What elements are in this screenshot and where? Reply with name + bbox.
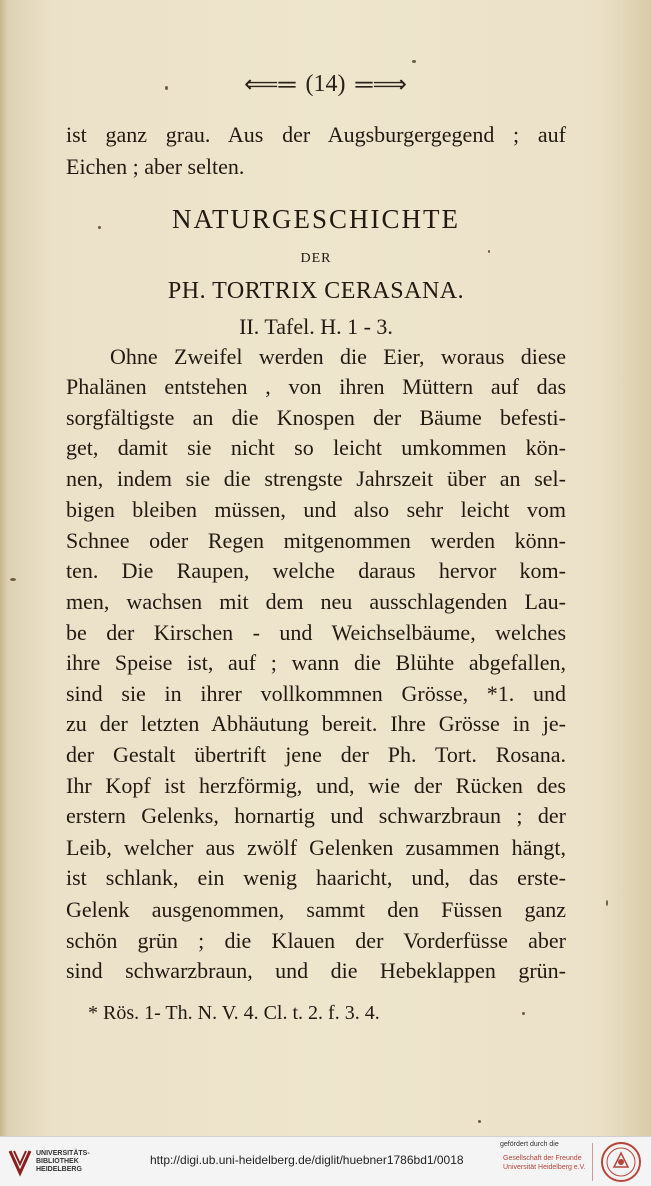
ink-speck [522,1012,525,1015]
body-line: Schnee oder Regen mitgenommen werden könn- [66,528,566,553]
body-line: Leib, welcher aus zwölf Gelenken zusammen hängt, [66,835,566,860]
plate-reference: II. Tafel. H. 1 - 3. [239,314,393,339]
body-line: Ohne Zweifel werden die Eier, woraus diese [110,344,566,369]
species-name: PH. TORTRIX CERASANA. [167,278,465,304]
digitization-footer [0,1136,651,1186]
section-title: NATURGESCHICHTE [171,204,460,234]
footnote: * Rös. 1- Th. N. V. 4. Cl. t. 2. f. 3. 4. [88,1002,380,1024]
university-seal-icon [600,1141,642,1183]
right-arrow-ornament: ═⟹ [355,72,407,98]
page-header [0,70,651,99]
body-line: erstern Gelenks, hornartig und schwarzbraun ; der [66,803,566,828]
ink-speck [412,60,416,63]
body-line: zu der letzten Abhäutung bereit. Ihre Grösse in je- [66,711,566,736]
university-library-name: UNIVERSITÄTS- BIBLIOTHEK HEIDELBERG [36,1150,90,1173]
body-line: ist schlank, ein wenig haaricht, und, das erste- [66,865,566,890]
text-line: Eichen ; aber selten. [66,154,245,179]
ink-speck [165,86,168,90]
digital-library-link[interactable]: http://digi.ub.uni-heidelberg.de/diglit/huebner1786bd1/0018 [150,1153,464,1167]
ink-speck [478,1120,481,1123]
footer-divider [592,1143,593,1181]
body-line: ten. Die Raupen, welche daraus hervor kom- [66,558,566,583]
body-line: sorgfältigste an die Knospen der Bäume befesti- [66,405,566,430]
body-line: Phalänen entstehen , von ihren Müttern auf das [66,374,566,399]
body-line: men, wachsen mit dem neu ausschlagenden Lau- [66,589,566,614]
society-name: Gesellschaft der Freunde Universität Heidelberg e.V. [503,1155,586,1171]
body-line: sind schwarzbraun, und die Hebeklappen grün- [66,958,566,983]
ink-speck [98,226,101,229]
body-line: der Gestalt übertrift jene der Ph. Tort. Rosana. [66,742,566,767]
body-line: get, damit sie nicht so leicht umkommen kön- [66,435,566,460]
ink-speck [488,250,490,253]
body-line: be der Kirschen - und Weichselbäume, welches [66,620,566,645]
left-arrow-ornament: ⟸═ [244,72,296,98]
body-line: Gelenk ausgenommen, sammt den Füssen ganz [66,897,566,922]
text-line: ist ganz grau. Aus der Augsburgergegend ; auf [66,122,566,147]
section-der: DER [300,251,332,266]
body-line: sind sie in ihrer vollkommnen Grösse, *1. und [66,681,566,706]
body-line: nen, indem sie die strengste Jahrszeit über an sel- [66,466,566,491]
body-line: Ihr Kopf ist herzförmig, und, wie der Rücken des [66,773,566,798]
funded-by-label: gefördert durch die [500,1141,559,1148]
ink-speck [10,578,16,581]
page-number: (14) [305,71,346,97]
body-line: schön grün ; die Klauen der Vorderfüsse aber [66,928,566,953]
ink-speck [606,900,608,906]
body-line: ihre Speise ist, auf ; wann die Blühte abgefallen, [66,650,566,675]
university-library-logo-icon [8,1147,32,1177]
body-line: bigen bleiben müssen, und also sehr leicht vom [66,497,566,522]
